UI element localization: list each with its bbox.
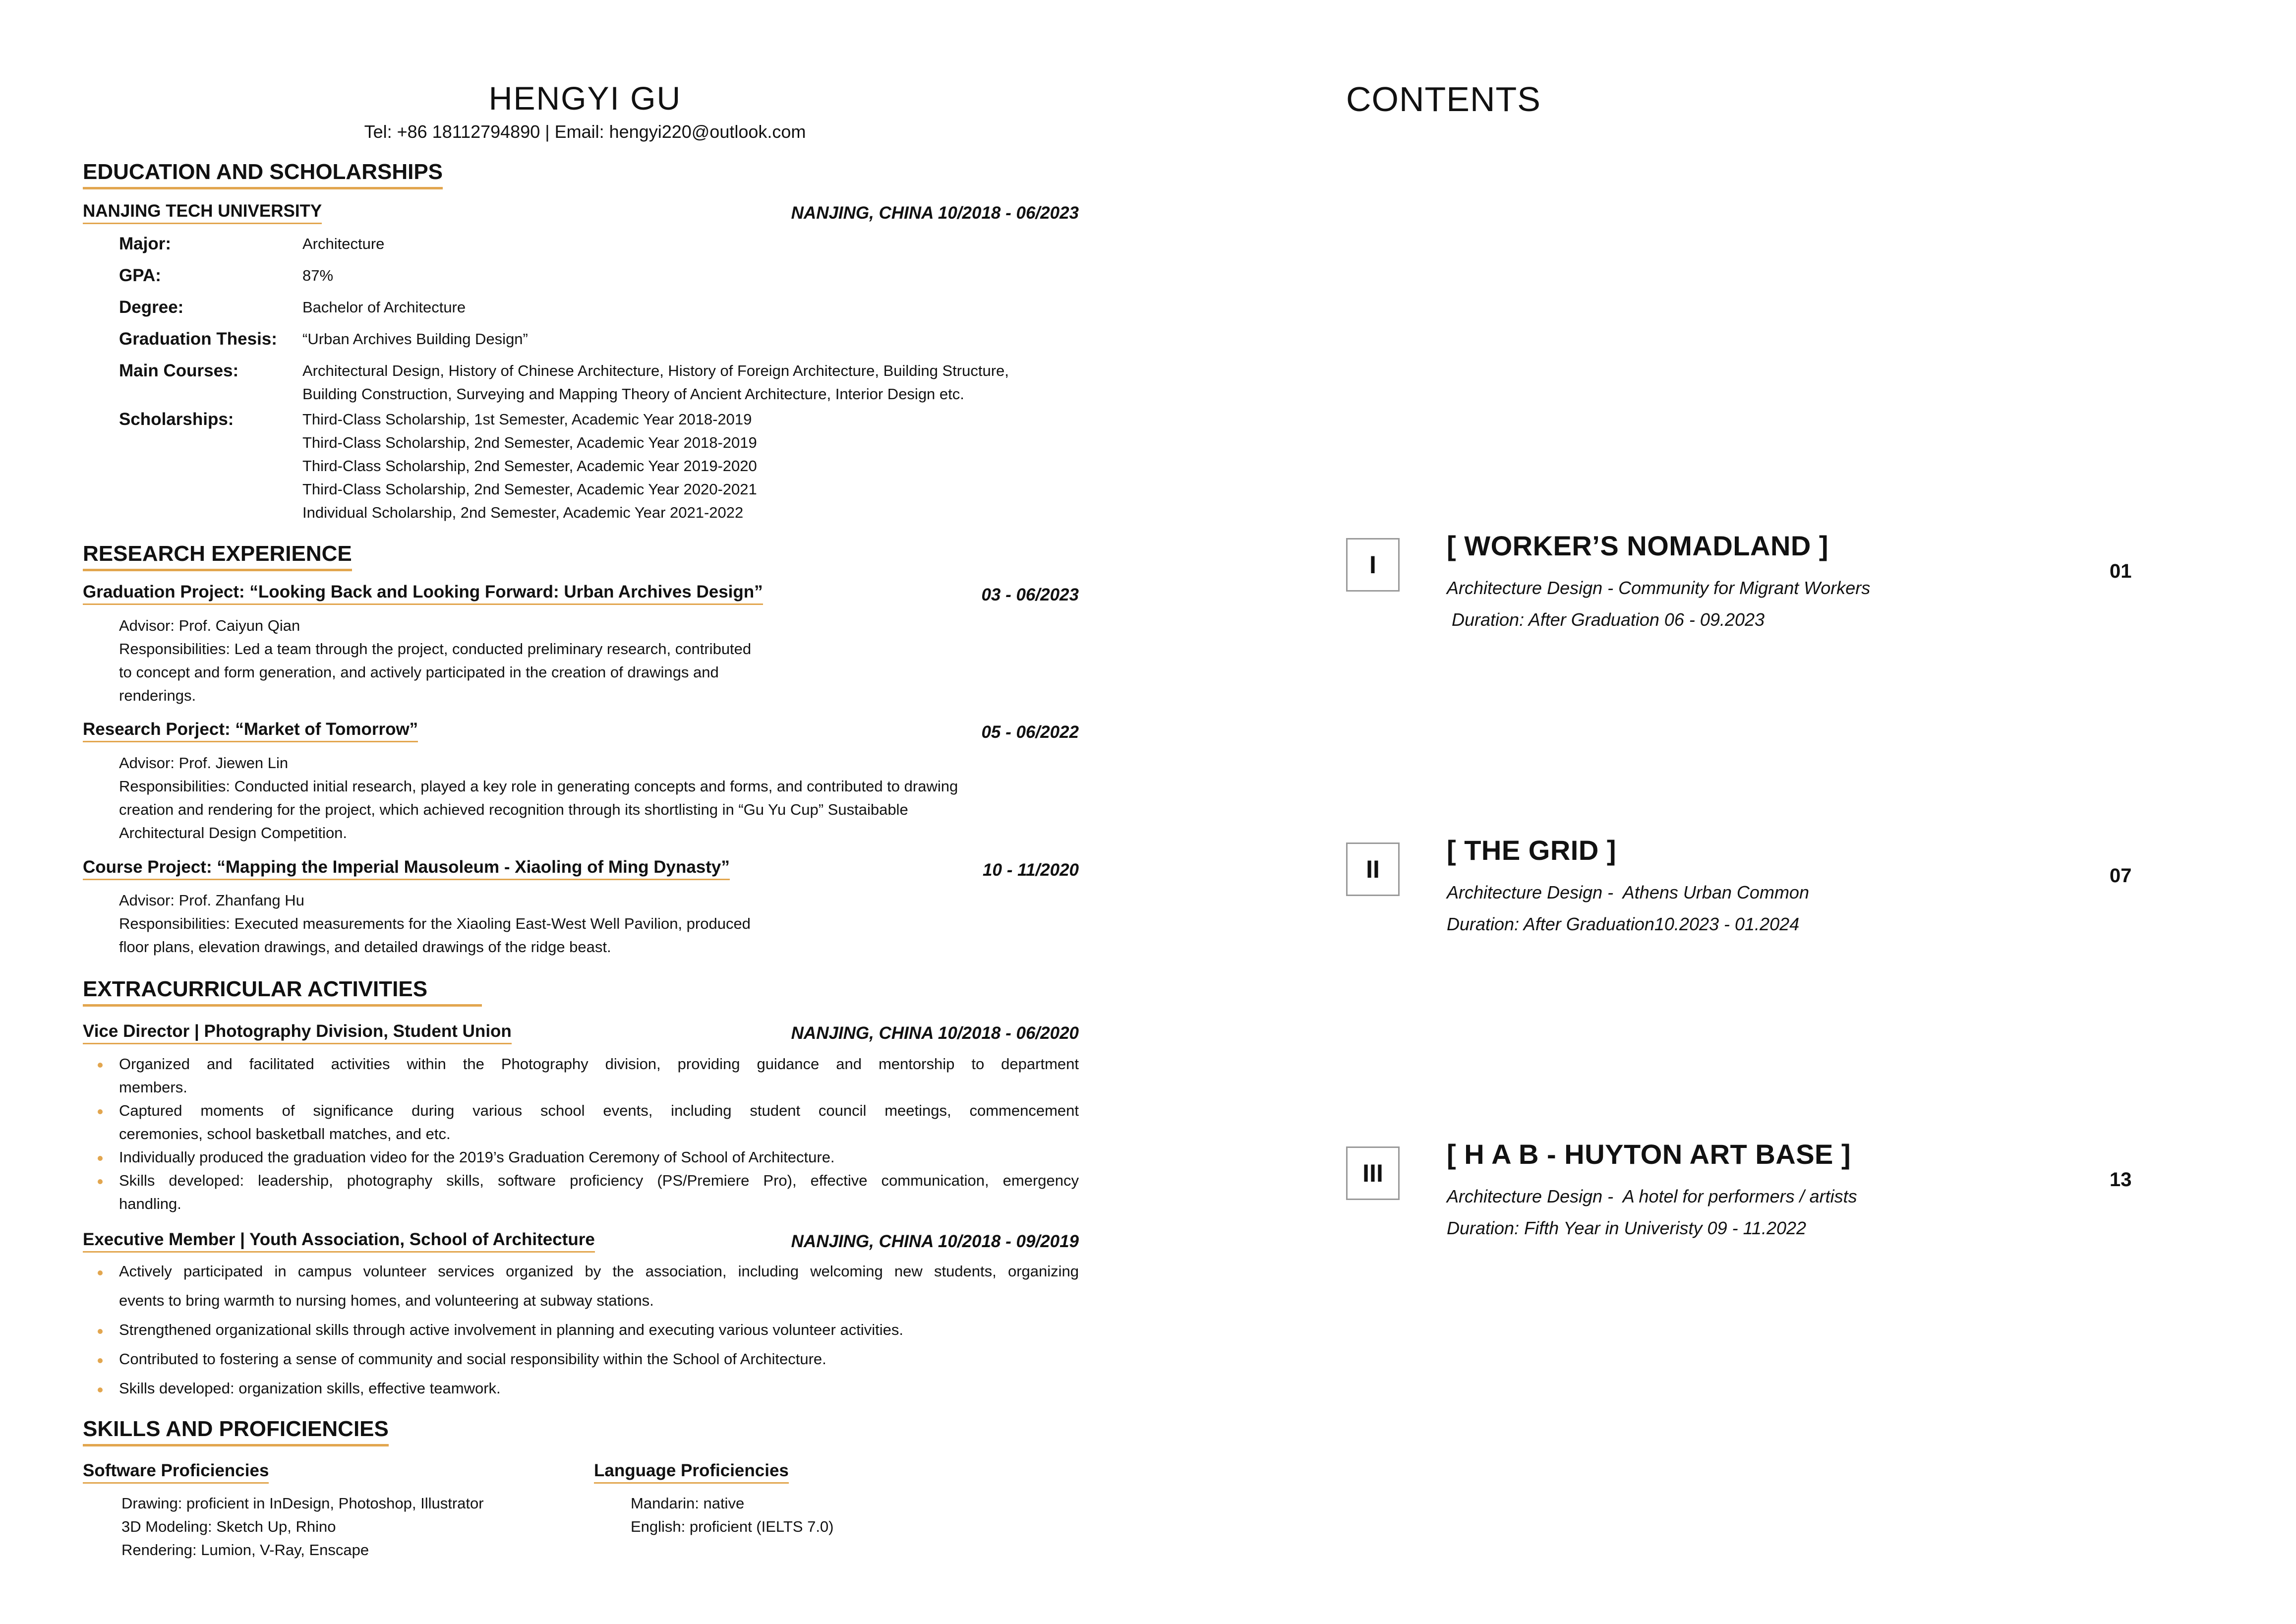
bullet-icon: [98, 1329, 103, 1334]
contents-item-title[interactable]: [ H A B - HUYTON ART BASE ]: [1447, 1139, 1851, 1170]
project-line: renderings.: [119, 687, 196, 704]
bullet-text-cont: ceremonies, school basketball matches, and etc.: [119, 1125, 451, 1143]
contents-item-duration: Duration: After Graduation10.2023 - 01.2024: [1447, 914, 1800, 934]
field-label: GPA:: [119, 266, 161, 285]
project-line: Responsibilities: Led a team through the project, conducted preliminary research, contributed: [119, 640, 752, 658]
contents-item-subtitle: Architecture Design - Community for Migrant Workers: [1447, 578, 1871, 598]
roman-numeral-box: I: [1346, 538, 1400, 592]
scholarship-item: Third-Class Scholarship, 2nd Semester, Academic Year 2020-2021: [302, 481, 757, 498]
project-advisor: Advisor: Prof. Jiewen Lin: [119, 754, 289, 772]
role-title: Executive Member | Youth Association, School of Architecture: [83, 1231, 595, 1253]
school-date: NANJING, CHINA 10/2018 - 06/2023: [791, 203, 1079, 223]
contents-item-duration: Duration: Fifth Year in Univeristy 09 - 11.2022: [1447, 1218, 1807, 1238]
field-value: Bachelor of Architecture: [302, 299, 466, 316]
scholarships-label: Scholarships:: [119, 410, 234, 429]
project-title: Research Porject: “Market of Tomorrow”: [83, 721, 418, 742]
contents-item[interactable]: [1346, 1146, 1400, 1200]
software-heading: Software Proficiencies: [83, 1462, 269, 1484]
education-heading: EDUCATION AND SCHOLARSHIPS: [83, 161, 443, 189]
contents-item-duration: Duration: After Graduation 06 - 09.2023: [1447, 609, 1765, 630]
cv-name: HENGYI GU: [488, 80, 682, 117]
project-line: Responsibilities: Executed measurements for the Xiaoling East-West Well Pavilion, produced: [119, 915, 751, 932]
project-line: Responsibilities: Conducted initial research, played a key role in generating concepts and forms, and contributed to drawing: [119, 778, 958, 795]
contents-title: CONTENTS: [1346, 80, 1541, 119]
courses-line: Architectural Design, History of Chinese Architecture, History of Foreign Architecture, Building Structure,: [302, 362, 1009, 379]
roman-numeral-box: III: [1346, 1146, 1400, 1200]
bullet-text: Skills developed: organization skills, effective teamwork.: [119, 1380, 501, 1397]
role-title: Vice Director | Photography Division, Student Union: [83, 1023, 512, 1044]
bullet-text: Skills developed: leadership, photography skills, software proficiency (PS/Premiere Pro), effective communication, emergency: [119, 1172, 1079, 1189]
school-name: NANJING TECH UNIVERSITY: [83, 202, 322, 224]
field-label: Major:: [119, 234, 171, 253]
bullet-text: Captured moments of significance during various school events, including student council meetings, commencement: [119, 1102, 1079, 1119]
language-item: English: proficient (IELTS 7.0): [631, 1518, 834, 1535]
project-line: floor plans, elevation drawings, and detailed drawings of the ridge beast.: [119, 938, 611, 956]
field-label: Degree:: [119, 298, 184, 317]
cv-contact: Tel: +86 18112794890 | Email: hengyi220@outlook.com: [364, 121, 806, 142]
research-heading: RESEARCH EXPERIENCE: [83, 543, 352, 571]
bullet-text: Actively participated in campus volunteer services organized by the association, including welcoming new students, organizing: [119, 1263, 1079, 1280]
field-label: Graduation Thesis:: [119, 329, 277, 349]
project-line: Architectural Design Competition.: [119, 824, 348, 842]
bullet-icon: [98, 1358, 103, 1363]
role-date: NANJING, CHINA 10/2018 - 06/2020: [791, 1023, 1079, 1043]
skills-heading: SKILLS AND PROFICIENCIES: [83, 1418, 389, 1446]
project-date: 05 - 06/2022: [981, 722, 1079, 742]
contents-item[interactable]: [1346, 538, 1400, 592]
project-advisor: Advisor: Prof. Caiyun Qian: [119, 617, 300, 634]
bullet-text-cont: events to bring warmth to nursing homes, and volunteering at subway stations.: [119, 1292, 654, 1309]
bullet-icon: [98, 1179, 103, 1184]
scholarship-item: Third-Class Scholarship, 2nd Semester, Academic Year 2019-2020: [302, 457, 757, 475]
project-line: creation and rendering for the project, which achieved recognition through its shortlisting in “Gu Yu Cup” Sustaibable: [119, 801, 908, 818]
language-item: Mandarin: native: [631, 1495, 745, 1512]
bullet-text-cont: members.: [119, 1079, 187, 1096]
contents-item-subtitle: Architecture Design - Athens Urban Common: [1447, 882, 1809, 902]
field-value: “Urban Archives Building Design”: [302, 330, 528, 348]
scholarship-item: Individual Scholarship, 2nd Semester, Academic Year 2021-2022: [302, 504, 744, 521]
bullet-icon: [98, 1270, 103, 1275]
project-title: Graduation Project: “Looking Back and Looking Forward: Urban Archives Design”: [83, 583, 763, 605]
bullet-icon: [98, 1156, 103, 1161]
bullet-icon: [98, 1109, 103, 1114]
contents-item[interactable]: [1346, 842, 1400, 896]
roman-numeral-box: II: [1346, 842, 1400, 896]
scholarship-item: Third-Class Scholarship, 1st Semester, Academic Year 2018-2019: [302, 411, 752, 428]
contents-item-page: 07: [2110, 865, 2132, 887]
project-date: 10 - 11/2020: [983, 860, 1079, 880]
bullet-text: Contributed to fostering a sense of community and social responsibility within the School of Architecture.: [119, 1350, 826, 1368]
bullet-text: Individually produced the graduation video for the 2019’s Graduation Ceremony of School of Architecture.: [119, 1148, 835, 1166]
contents-item-title[interactable]: [ THE GRID ]: [1447, 835, 1616, 866]
project-title: Course Project: “Mapping the Imperial Mausoleum - Xiaoling of Ming Dynasty”: [83, 858, 730, 880]
project-date: 03 - 06/2023: [981, 585, 1079, 604]
field-value: 87%: [302, 267, 334, 284]
bullet-text: Strengthened organizational skills through active involvement in planning and executing various volunteer activities.: [119, 1321, 903, 1338]
language-heading: Language Proficiencies: [594, 1462, 789, 1484]
extracurricular-heading: EXTRACURRICULAR ACTIVITIES: [83, 978, 482, 1007]
software-item: Drawing: proficient in InDesign, Photoshop, Illustrator: [121, 1495, 484, 1512]
bullet-icon: [98, 1387, 103, 1392]
bullet-text-cont: handling.: [119, 1195, 181, 1212]
role-date: NANJING, CHINA 10/2018 - 09/2019: [791, 1232, 1079, 1251]
contents-item-title[interactable]: [ WORKER’S NOMADLAND ]: [1447, 530, 1829, 561]
courses-line: Building Construction, Surveying and Mapping Theory of Ancient Architecture, Interior Design etc.: [302, 385, 964, 403]
software-item: Rendering: Lumion, V-Ray, Enscape: [121, 1541, 369, 1559]
project-line: to concept and form generation, and actively participated in the creation of drawings and: [119, 663, 719, 681]
contents-item-page: 01: [2110, 560, 2132, 582]
scholarship-item: Third-Class Scholarship, 2nd Semester, Academic Year 2018-2019: [302, 434, 757, 451]
contents-item-subtitle: Architecture Design - A hotel for performers / artists: [1447, 1186, 1857, 1206]
contents-item-page: 13: [2110, 1169, 2132, 1191]
bullet-icon: [98, 1063, 103, 1068]
bullet-text: Organized and facilitated activities within the Photography division, providing guidance and mentorship to department: [119, 1055, 1079, 1073]
field-value: Architecture: [302, 235, 385, 252]
software-item: 3D Modeling: Sketch Up, Rhino: [121, 1518, 336, 1535]
project-advisor: Advisor: Prof. Zhanfang Hu: [119, 892, 304, 909]
courses-label: Main Courses:: [119, 361, 239, 380]
